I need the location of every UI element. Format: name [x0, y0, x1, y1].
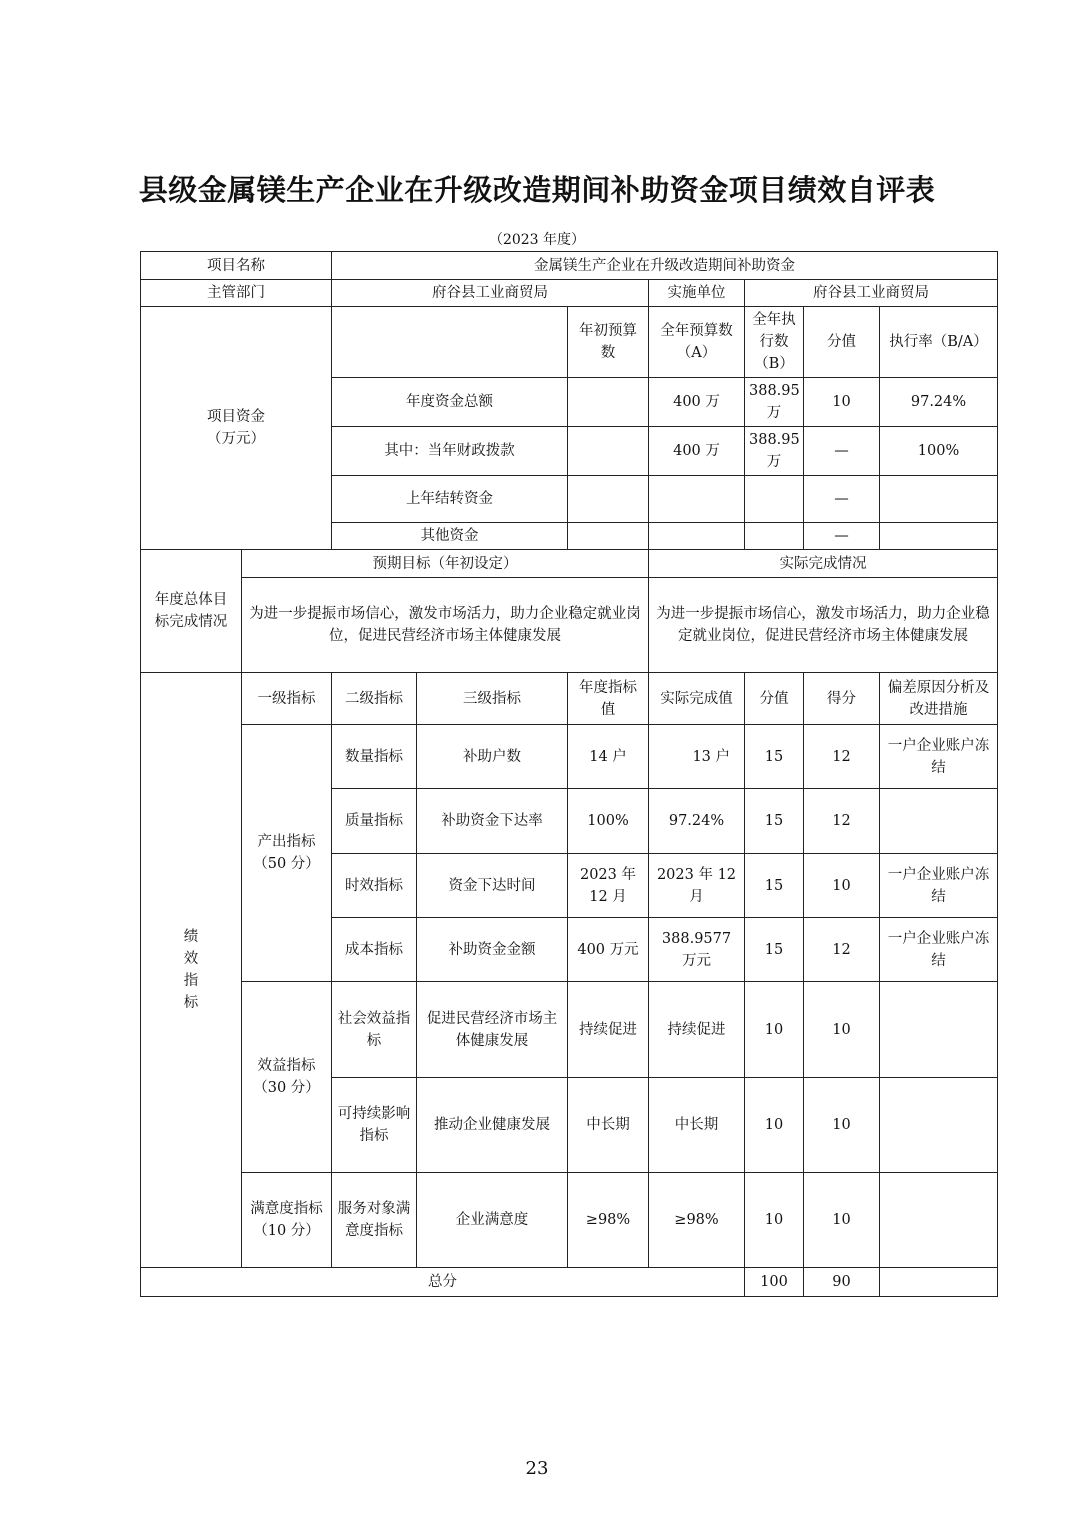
level2-indicator: 质量指标	[332, 789, 417, 854]
header-initial-budget: 年初预算数	[568, 307, 649, 378]
indicator-row	[141, 725, 998, 789]
actual-completion-header: 实际完成情况	[649, 550, 998, 578]
deviation-reason	[880, 789, 998, 854]
implementing-unit-value: 府谷县工业商贸局	[745, 280, 998, 307]
funds-annual	[649, 523, 745, 550]
level3-indicator: 补助户数	[417, 725, 568, 789]
level3-indicator: 资金下达时间	[417, 854, 568, 918]
funds-header-row	[141, 307, 998, 378]
actual-value: 中长期	[649, 1078, 745, 1173]
actual-value: 2023 年 12 月	[649, 854, 745, 918]
page-number: 23	[525, 1458, 549, 1479]
score-value: 15	[745, 789, 804, 854]
project-name-row	[141, 252, 998, 280]
funds-label: 项目资金	[207, 409, 265, 425]
header-deviation-reason: 偏差原因分析及改进措施	[880, 673, 998, 725]
score-value: 15	[745, 725, 804, 789]
actual-value: 13 户	[649, 725, 745, 789]
score: 10	[804, 1173, 880, 1268]
indicators-header-row	[141, 673, 998, 725]
header-actual-value: 实际完成值	[649, 673, 745, 725]
goals-header-row	[141, 550, 998, 578]
department-row	[141, 280, 998, 307]
funds-rate: 100%	[880, 427, 998, 476]
department-value: 府谷县工业商贸局	[332, 280, 649, 307]
goals-text-row	[141, 578, 998, 673]
score: 10	[804, 1078, 880, 1173]
funds-row-label: 上年结转资金	[332, 476, 568, 523]
performance-label: 绩效指标	[183, 929, 199, 1011]
output-indicator-group: 产出指标（50 分）	[242, 725, 332, 982]
level3-indicator: 促进民营经济市场主体健康发展	[417, 982, 568, 1078]
actual-value: 97.24%	[649, 789, 745, 854]
score: 12	[804, 789, 880, 854]
benefit-indicator-group: 效益指标（30 分）	[242, 982, 332, 1173]
total-reason	[880, 1268, 998, 1297]
score-value: 15	[745, 854, 804, 918]
funds-initial	[568, 523, 649, 550]
project-name-label: 项目名称	[141, 252, 332, 280]
funds-annual: 400 万	[649, 427, 745, 476]
header-score: 得分	[804, 673, 880, 725]
score-value: 10	[745, 1173, 804, 1268]
annual-target: 持续促进	[568, 982, 649, 1078]
funds-executed	[745, 476, 804, 523]
level3-indicator: 补助资金下达率	[417, 789, 568, 854]
annual-target: ≥98%	[568, 1173, 649, 1268]
score-value: 10	[745, 982, 804, 1078]
satisfaction-indicator-group: 满意度指标（10 分）	[242, 1173, 332, 1268]
annual-target: 2023 年 12 月	[568, 854, 649, 918]
funds-section-label	[141, 307, 332, 550]
funds-executed: 388.95 万	[745, 378, 804, 427]
document-title: 县级金属镁生产企业在升级改造期间补助资金项目绩效自评表	[138, 173, 936, 207]
funds-annual: 400 万	[649, 378, 745, 427]
funds-initial	[568, 378, 649, 427]
header-score-value: 分值	[804, 307, 880, 378]
header-annual-budget: 全年预算数（A）	[649, 307, 745, 378]
level3-indicator: 补助资金金额	[417, 918, 568, 982]
level3-indicator: 推动企业健康发展	[417, 1078, 568, 1173]
deviation-reason: 一户企业账户冻结	[880, 918, 998, 982]
level2-indicator: 成本指标	[332, 918, 417, 982]
actual-value: 388.9577 万元	[649, 918, 745, 982]
funds-annual	[649, 476, 745, 523]
header-level1: 一级指标	[242, 673, 332, 725]
deviation-reason	[880, 982, 998, 1078]
annual-target: 14 户	[568, 725, 649, 789]
deviation-reason: 一户企业账户冻结	[880, 725, 998, 789]
deviation-reason	[880, 1173, 998, 1268]
header-level2: 二级指标	[332, 673, 417, 725]
header-level3: 三级指标	[417, 673, 568, 725]
funds-executed: 388.95 万	[745, 427, 804, 476]
annual-target: 100%	[568, 789, 649, 854]
funds-executed	[745, 523, 804, 550]
performance-section-label	[141, 673, 242, 1268]
project-name-value: 金属镁生产企业在升级改造期间补助资金	[332, 252, 998, 280]
level2-indicator: 时效指标	[332, 854, 417, 918]
expected-goal-header: 预期目标（年初设定）	[242, 550, 649, 578]
funds-row-label: 其他资金	[332, 523, 568, 550]
report-year: （2023 年度）	[488, 232, 586, 248]
score-value: 15	[745, 918, 804, 982]
funds-row-label: 年度资金总额	[332, 378, 568, 427]
deviation-reason: 一户企业账户冻结	[880, 854, 998, 918]
self-evaluation-table	[140, 251, 998, 1297]
total-score: 90	[804, 1268, 880, 1297]
funds-unit: （万元）	[207, 431, 265, 447]
expected-goal-text: 为进一步提振市场信心，激发市场活力，助力企业稳定就业岗位，促进民营经济市场主体健康发展	[242, 578, 649, 673]
funds-header-blank	[332, 307, 568, 378]
annual-target: 中长期	[568, 1078, 649, 1173]
actual-completion-text: 为进一步提振市场信心，激发市场活力，助力企业稳定就业岗位，促进民营经济市场主体健康发展	[649, 578, 998, 673]
funds-initial	[568, 476, 649, 523]
header-score-value: 分值	[745, 673, 804, 725]
level3-indicator: 企业满意度	[417, 1173, 568, 1268]
funds-score-value: —	[804, 427, 880, 476]
header-execution-rate: 执行率（B/A）	[880, 307, 998, 378]
department-label: 主管部门	[141, 280, 332, 307]
score: 12	[804, 725, 880, 789]
funds-row-label: 其中：当年财政拨款	[332, 427, 568, 476]
level2-indicator: 服务对象满意度指标	[332, 1173, 417, 1268]
deviation-reason	[880, 1078, 998, 1173]
score-value: 10	[745, 1078, 804, 1173]
total-score-value: 100	[745, 1268, 804, 1297]
indicator-row	[141, 1173, 998, 1268]
funds-rate: 97.24%	[880, 378, 998, 427]
implementing-unit-label: 实施单位	[649, 280, 745, 307]
funds-rate	[880, 476, 998, 523]
indicator-row	[141, 982, 998, 1078]
funds-rate	[880, 523, 998, 550]
score: 10	[804, 982, 880, 1078]
header-annual-target: 年度指标值	[568, 673, 649, 725]
total-label: 总分	[141, 1268, 745, 1297]
level2-indicator: 数量指标	[332, 725, 417, 789]
goals-section-label: 年度总体目标完成情况	[141, 550, 242, 673]
annual-target: 400 万元	[568, 918, 649, 982]
header-executed: 全年执行数（B）	[745, 307, 804, 378]
actual-value: 持续促进	[649, 982, 745, 1078]
funds-score-value: 10	[804, 378, 880, 427]
funds-score-value: —	[804, 523, 880, 550]
score: 10	[804, 854, 880, 918]
funds-score-value: —	[804, 476, 880, 523]
level2-indicator: 社会效益指标	[332, 982, 417, 1078]
actual-value: ≥98%	[649, 1173, 745, 1268]
level2-indicator: 可持续影响指标	[332, 1078, 417, 1173]
total-row	[141, 1268, 998, 1297]
funds-initial	[568, 427, 649, 476]
score: 12	[804, 918, 880, 982]
